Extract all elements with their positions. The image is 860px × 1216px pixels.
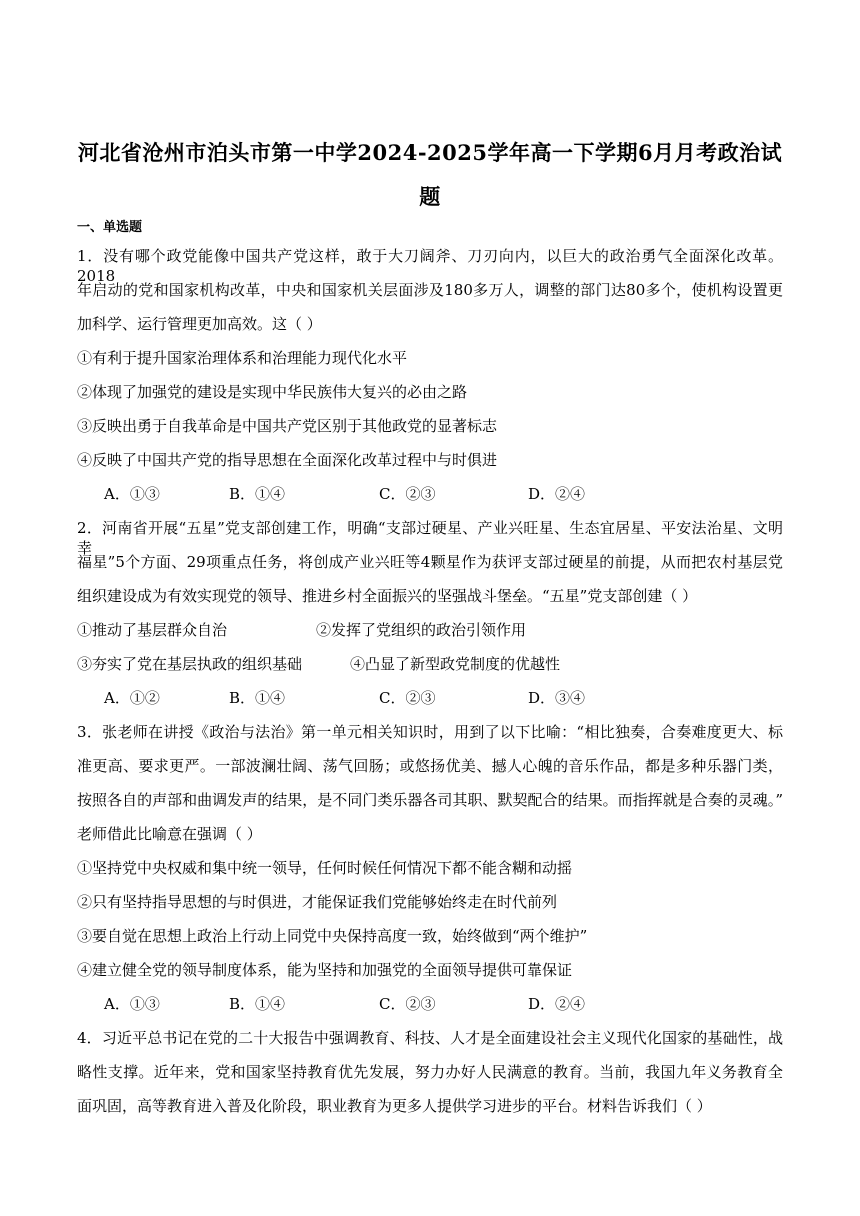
question-2-option-b[interactable]: B．①④ xyxy=(229,689,286,707)
question-3-option-c[interactable]: C．②③ xyxy=(379,995,436,1013)
question-3-stem-line-1: 3．张老师在讲授《政治与法治》第一单元相关知识时，用到了以下比喻：“相比独奏，合奏难度更大、标 xyxy=(77,723,783,741)
question-4-stem-line-1: 4．习近平总书记在党的二十大报告中强调教育、科技、人才是全面建设社会主义现代化国家的基础性，战 xyxy=(77,1029,783,1047)
question-2-option-a[interactable]: A．①② xyxy=(104,689,160,707)
question-3-option-d[interactable]: D．②④ xyxy=(528,995,586,1013)
question-1-stem-line-1: 1．没有哪个政党能像中国共产党这样，敢于大刀阔斧、刀刃向内，以巨大的政治勇气全面深化改革。2018 xyxy=(77,247,783,285)
question-3-option-b[interactable]: B．①④ xyxy=(229,995,286,1013)
question-3-item-1: ①坚持党中央权威和集中统一领导，任何时候任何情况下都不能含糊和动摇 xyxy=(77,859,573,877)
question-4-stem-line-2: 略性支撑。近年来，党和国家坚持教育优先发展，努力办好人民满意的教育。当前，我国九年义务教育全 xyxy=(77,1063,783,1081)
section-heading: 一、单选题 xyxy=(77,220,143,235)
question-2-item-1: ①推动了基层群众自治 xyxy=(77,621,228,639)
question-3-item-2: ②只有坚持指导思想的与时俱进，才能保证我们党能够始终走在时代前列 xyxy=(77,893,558,911)
question-2-stem-line-2: 福星”5个方面、29项重点任务，将创成产业兴旺等4颗星作为获评支部过硬星的前提，从而把农村基层党 xyxy=(77,553,783,571)
question-2-item-2: ②发挥了党组织的政治引领作用 xyxy=(316,621,527,639)
question-1-option-b[interactable]: B．①④ xyxy=(229,485,286,503)
question-1-stem-line-3: 加科学、运行管理更加高效。这（ ） xyxy=(77,315,322,333)
question-2-item-4: ④凸显了新型政党制度的优越性 xyxy=(350,655,561,673)
exam-title-line-1: 河北省沧州市泊头市第一中学2024-2025学年高一下学期6月月考政治试 xyxy=(77,140,783,165)
question-1-stem-line-2: 年启动的党和国家机构改革，中央和国家机关层面涉及180多万人，调整的部门达80多个，使机构设置更 xyxy=(77,281,783,299)
question-2-option-d[interactable]: D．③④ xyxy=(528,689,586,707)
question-1-item-4: ④反映了中国共产党的指导思想在全面深化改革过程中与时俱进 xyxy=(77,451,498,469)
question-1-option-d[interactable]: D．②④ xyxy=(528,485,586,503)
question-3-stem-line-4: 老师借此比喻意在强调（ ） xyxy=(77,825,262,843)
question-1-item-1: ①有利于提升国家治理体系和治理能力现代化水平 xyxy=(77,349,408,367)
question-2-stem-line-3: 组织建设成为有效实现党的领导、推进乡村全面振兴的坚强战斗堡垒。“五星”党支部创建（ ） xyxy=(77,587,698,605)
question-1-option-c[interactable]: C．②③ xyxy=(379,485,436,503)
question-1-item-3: ③反映出勇于自我革命是中国共产党区别于其他政党的显著标志 xyxy=(77,417,498,435)
question-2-option-c[interactable]: C．②③ xyxy=(379,689,436,707)
question-3-stem-line-3: 按照各自的声部和曲调发声的结果，是不同门类乐器各司其职、默契配合的结果。而指挥就是合奏的灵魂。” xyxy=(77,791,783,809)
question-3-item-3: ③要自觉在思想上政治上行动上同党中央保持高度一致，始终做到“两个维护” xyxy=(77,927,588,945)
question-3-item-4: ④建立健全党的领导制度体系，能为坚持和加强党的全面领导提供可靠保证 xyxy=(77,961,573,979)
question-1-item-2: ②体现了加强党的建设是实现中华民族伟大复兴的必由之路 xyxy=(77,383,468,401)
question-4-stem-line-3: 面巩固，高等教育进入普及化阶段，职业教育为更多人提供学习进步的平台。材料告诉我们（ ） xyxy=(77,1097,712,1115)
question-3-stem-line-2: 准更高、要求更严。一部波澜壮阔、荡气回肠；或悠扬优美、撼人心魄的音乐作品，都是多种乐器门类， xyxy=(77,757,783,775)
exam-title-line-2: 题 xyxy=(419,184,441,209)
question-2-item-3: ③夯实了党在基层执政的组织基础 xyxy=(77,655,303,673)
question-3-option-a[interactable]: A．①③ xyxy=(104,995,160,1013)
question-2-stem-line-1: 2．河南省开展“五星”党支部创建工作，明确“支部过硬星、产业兴旺星、生态宜居星、平安法治星、文明幸 xyxy=(77,519,783,557)
question-1-option-a[interactable]: A．①③ xyxy=(104,485,160,503)
